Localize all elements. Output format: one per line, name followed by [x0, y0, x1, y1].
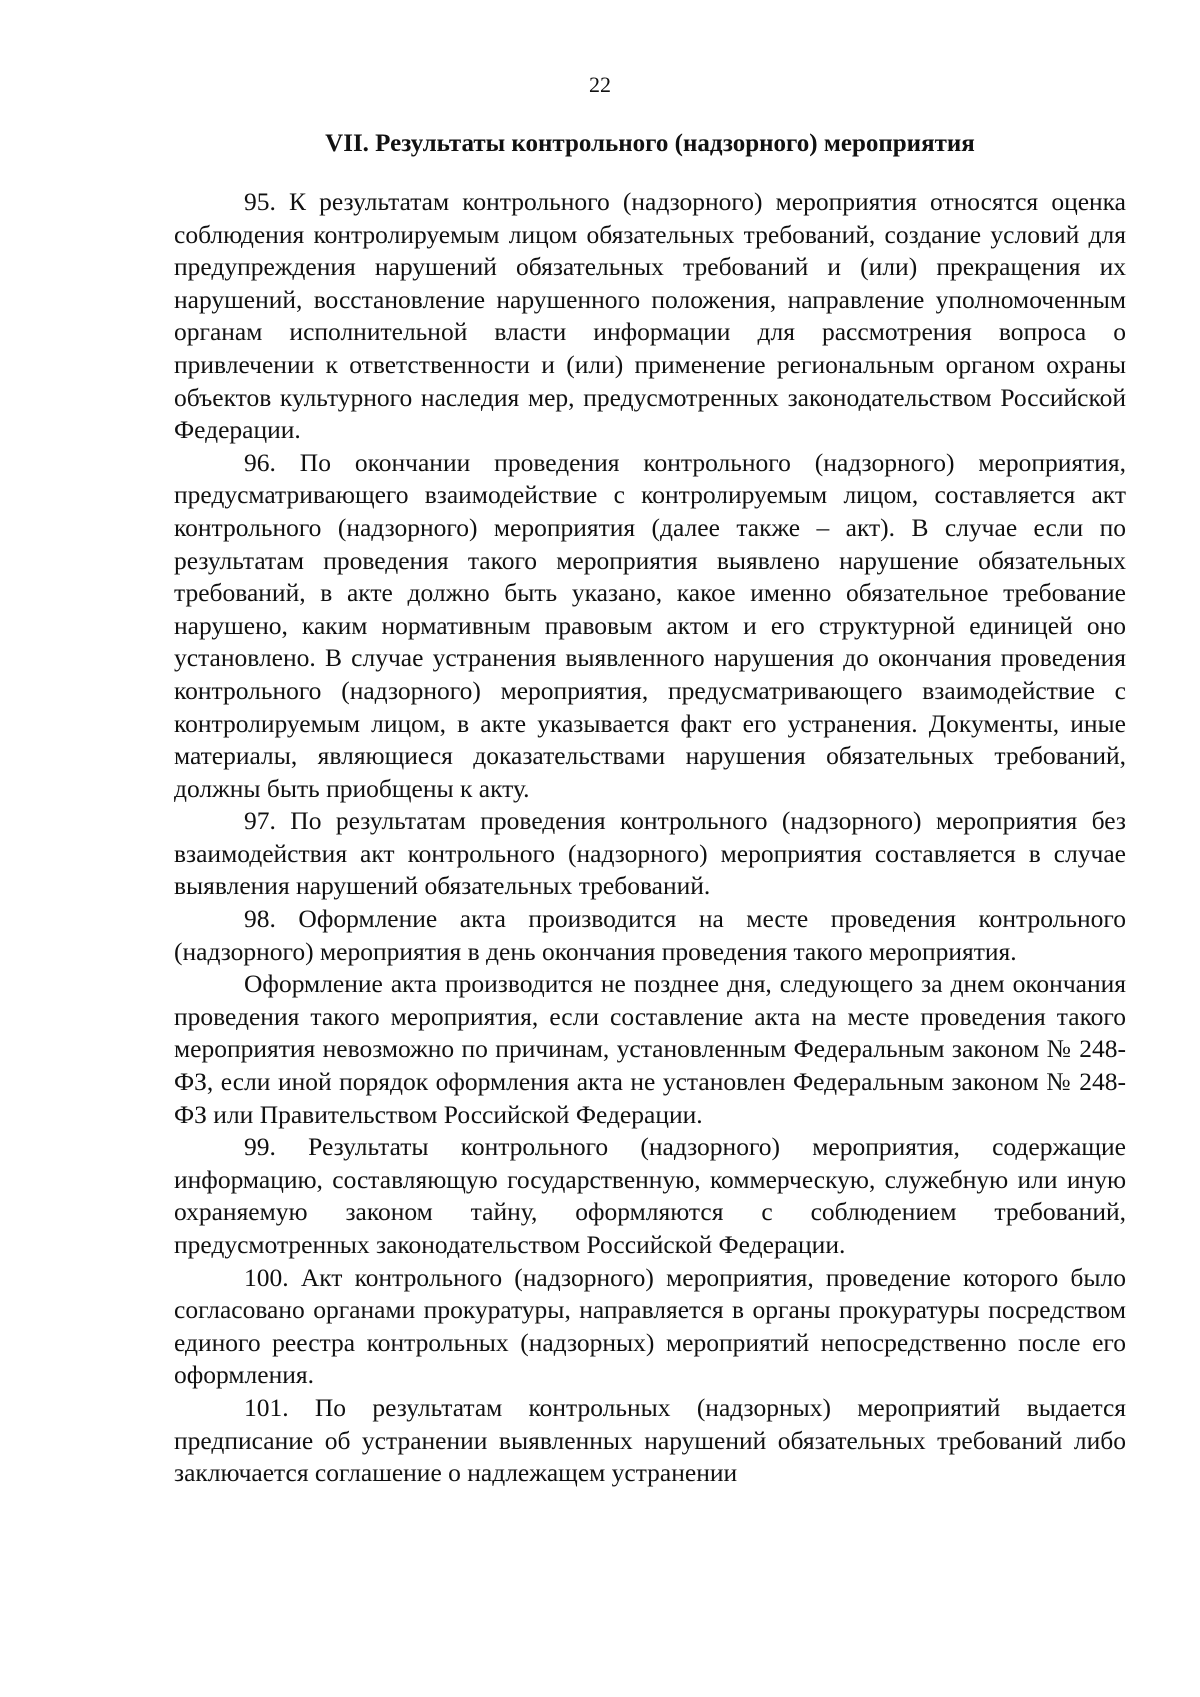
paragraph-101: 101. По результатам контрольных (надзорных) мероприятий выдается предписание об устранении выявленных нарушений обязательных требований либо заключается соглашение о надлежащем устранении	[174, 1392, 1126, 1488]
paragraph-98-continuation: Оформление акта производится не позднее дня, следующего за днем окончания проведения такого мероприятия, если составление акта на месте проведения такого мероприятия невозможно по причинам, установленным Федеральным законом № 248-ФЗ, если иной порядок оформления акта не установлен Федеральным законом № 248-ФЗ или Правительством Российской Федерации.	[174, 969, 1126, 1129]
paragraph-100: 100. Акт контрольного (надзорного) мероприятия, проведение которого было согласовано органами прокуратуры, направляется в органы прокуратуры посредством единого реестра контрольных (надзорных) мероприятий непосредственно после его оформления.	[174, 1262, 1126, 1390]
paragraph-97: 97. По результатам проведения контрольного (надзорного) мероприятия без взаимодействия акт контрольного (надзорного) мероприятия составляется в случае выявления нарушений обязательных требований.	[174, 806, 1126, 901]
paragraph-96: 96. По окончании проведения контрольного (надзорного) мероприятия, предусматривающего взаимодействие с контролируемым лицом, составляется акт контрольного (надзорного) мероприятия (далее также – акт). В случае если по результатам проведения такого мероприятия выявлено нарушение обязательных требований, в акте должно быть указано, какое именно обязательное требование нарушено, каким нормативным правовым актом и его структурной единицей оно установлено. В случае устранения выявленного нарушения до окончания проведения контрольного (надзорного) мероприятия, предусматривающего взаимодействие с контролируемым лицом, в акте указывается факт его устранения. Документы, иные материалы, являющиеся доказательствами нарушения обязательных требований, должны быть приобщены к акту.	[174, 447, 1126, 803]
page-number: 22	[589, 72, 611, 97]
paragraph-99: 99. Результаты контрольного (надзорного) мероприятия, содержащие информацию, составляющую государственную, коммерческую, служебную или иную охраняемую законом тайну, оформляются с соблюдением требований, предусмотренных законодательством Российской Федерации.	[174, 1132, 1126, 1259]
paragraph-98: 98. Оформление акта производится на месте проведения контрольного (надзорного) мероприятия в день окончания проведения такого мероприятия.	[174, 904, 1126, 966]
section-title: VII. Результаты контрольного (надзорного) мероприятия	[325, 130, 975, 157]
paragraph-95: 95. К результатам контрольного (надзорного) мероприятия относятся оценка соблюдения контролируемым лицом обязательных требований, создание условий для предупреждения нарушений обязательных требований и (или) прекращения их нарушений, восстановление нарушенного положения, направление уполномоченным органам исполнительной власти информации для рассмотрения вопроса о привлечении к ответственности и (или) применение региональным органом охраны объектов культурного наследия мер, предусмотренных законодательством Российской Федерации.	[174, 187, 1126, 445]
document-body	[174, 124, 1126, 1490]
